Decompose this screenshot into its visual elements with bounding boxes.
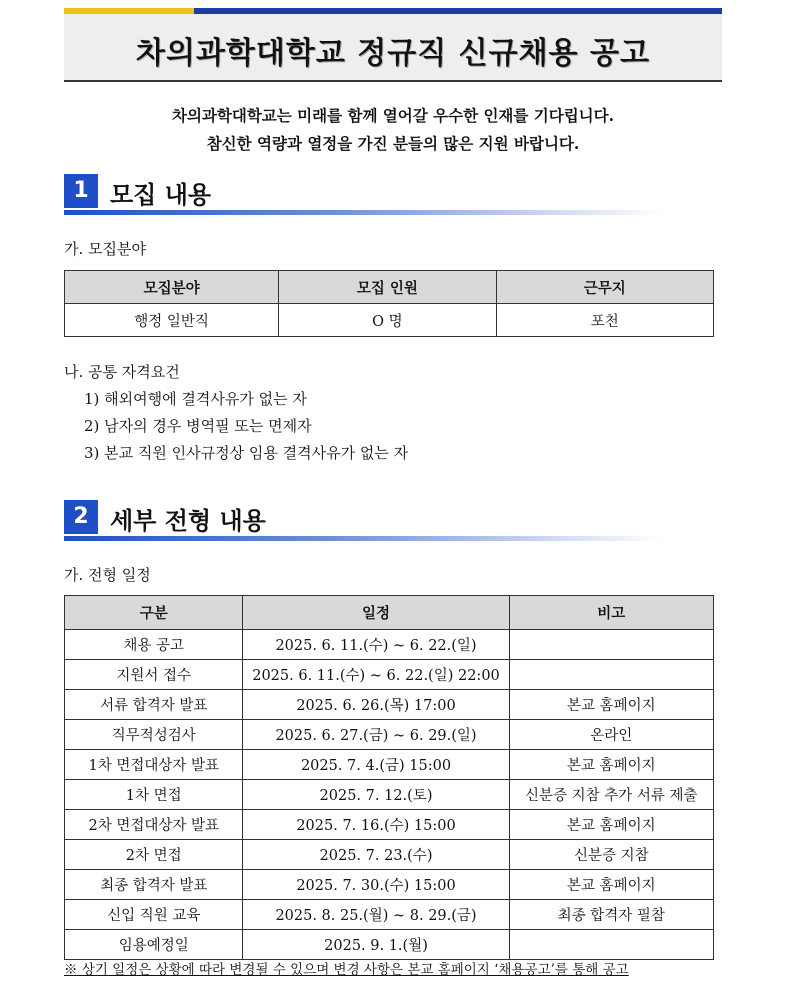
cell-field: 행정 일반직 bbox=[65, 304, 279, 337]
schedule-note: ※ 상기 일정은 상황에 따라 변경될 수 있으며 변경 사항은 본교 홈페이지 ‘채용공고’를 통해 공고 bbox=[64, 962, 629, 978]
table-row bbox=[65, 660, 714, 690]
cell-category: 1차 면접대상자 발표 bbox=[65, 750, 243, 780]
table-row bbox=[65, 750, 714, 780]
cell-category: 직무적성검사 bbox=[65, 720, 243, 750]
recruit-field-table bbox=[64, 270, 714, 337]
section-1-number: 1 bbox=[64, 174, 98, 208]
table-row bbox=[65, 304, 714, 337]
table-row bbox=[65, 840, 714, 870]
cell-category: 2차 면접 bbox=[65, 840, 243, 870]
cell-remarks: 신분증 지참 추가 서류 제출 bbox=[509, 780, 713, 810]
table-row bbox=[65, 870, 714, 900]
field-heading: 가. 모집분야 bbox=[64, 240, 146, 258]
cell-remarks: 본교 홈페이지 bbox=[509, 870, 713, 900]
cell-schedule: 2025. 6. 11.(수) ~ 6. 22.(일) 22:00 bbox=[243, 660, 509, 690]
section-2-divider bbox=[64, 536, 664, 541]
table-row bbox=[65, 630, 714, 660]
title-banner bbox=[64, 8, 722, 82]
col-header-field: 모집분야 bbox=[65, 271, 279, 304]
section-2-title: 세부 전형 내용 bbox=[110, 507, 266, 535]
table-header-row bbox=[65, 596, 714, 630]
page-title: 차의과학대학교 정규직 신규채용 공고 bbox=[135, 36, 650, 71]
col-header-category: 구분 bbox=[65, 596, 243, 630]
cell-count: O 명 bbox=[279, 304, 496, 337]
cell-location: 포천 bbox=[496, 304, 713, 337]
requirement-item: 1) 해외여행에 결격사유가 없는 자 bbox=[84, 390, 307, 408]
section-2-number: 2 bbox=[64, 500, 98, 534]
cell-category: 채용 공고 bbox=[65, 630, 243, 660]
cell-category: 서류 합격자 발표 bbox=[65, 690, 243, 720]
cell-remarks bbox=[509, 630, 713, 660]
cell-remarks bbox=[509, 660, 713, 690]
cell-remarks bbox=[509, 930, 713, 960]
cell-remarks: 본교 홈페이지 bbox=[509, 690, 713, 720]
table-header-row bbox=[65, 271, 714, 304]
cell-schedule: 2025. 6. 11.(수) ~ 6. 22.(일) bbox=[243, 630, 509, 660]
cell-category: 임용예정일 bbox=[65, 930, 243, 960]
table-row bbox=[65, 930, 714, 960]
table-row bbox=[65, 690, 714, 720]
cell-category: 지원서 접수 bbox=[65, 660, 243, 690]
cell-schedule: 2025. 6. 26.(목) 17:00 bbox=[243, 690, 509, 720]
cell-remarks: 본교 홈페이지 bbox=[509, 810, 713, 840]
cell-remarks: 온라인 bbox=[509, 720, 713, 750]
cell-schedule: 2025. 7. 23.(수) bbox=[243, 840, 509, 870]
cell-schedule: 2025. 8. 25.(월) ~ 8. 29.(금) bbox=[243, 900, 509, 930]
table-row bbox=[65, 900, 714, 930]
schedule-body bbox=[65, 630, 714, 960]
cell-remarks: 최종 합격자 필참 bbox=[509, 900, 713, 930]
cell-category: 2차 면접대상자 발표 bbox=[65, 810, 243, 840]
title-accent-yellow bbox=[64, 8, 194, 14]
col-header-count: 모집 인원 bbox=[279, 271, 496, 304]
cell-category: 최종 합격자 발표 bbox=[65, 870, 243, 900]
table-row bbox=[65, 780, 714, 810]
cell-remarks: 신분증 지참 bbox=[509, 840, 713, 870]
col-header-location: 근무지 bbox=[496, 271, 713, 304]
cell-schedule: 2025. 7. 12.(토) bbox=[243, 780, 509, 810]
cell-remarks: 본교 홈페이지 bbox=[509, 750, 713, 780]
schedule-table bbox=[64, 595, 714, 960]
requirement-item: 2) 남자의 경우 병역필 또는 면제자 bbox=[84, 417, 312, 435]
intro-line-2: 참신한 역량과 열정을 가진 분들의 많은 지원 바랍니다. bbox=[206, 134, 580, 153]
table-row bbox=[65, 810, 714, 840]
intro-line-1: 차의과학대학교는 미래를 함께 열어갈 우수한 인재를 기다립니다. bbox=[171, 106, 615, 125]
schedule-heading: 가. 전형 일정 bbox=[64, 566, 151, 584]
cell-schedule: 2025. 7. 30.(수) 15:00 bbox=[243, 870, 509, 900]
requirement-item: 3) 본교 직원 인사규정상 임용 결격사유가 없는 자 bbox=[84, 444, 409, 462]
title-accent-blue bbox=[194, 8, 722, 14]
col-header-schedule: 일정 bbox=[243, 596, 509, 630]
section-1-divider bbox=[64, 210, 664, 215]
requirements-heading: 나. 공통 자격요건 bbox=[64, 363, 180, 381]
table-row bbox=[65, 720, 714, 750]
section-1-title: 모집 내용 bbox=[110, 181, 212, 209]
cell-schedule: 2025. 9. 1.(월) bbox=[243, 930, 509, 960]
cell-schedule: 2025. 7. 4.(금) 15:00 bbox=[243, 750, 509, 780]
cell-schedule: 2025. 7. 16.(수) 15:00 bbox=[243, 810, 509, 840]
cell-category: 1차 면접 bbox=[65, 780, 243, 810]
col-header-remarks: 비고 bbox=[509, 596, 713, 630]
cell-schedule: 2025. 6. 27.(금) ~ 6. 29.(일) bbox=[243, 720, 509, 750]
cell-category: 신입 직원 교육 bbox=[65, 900, 243, 930]
